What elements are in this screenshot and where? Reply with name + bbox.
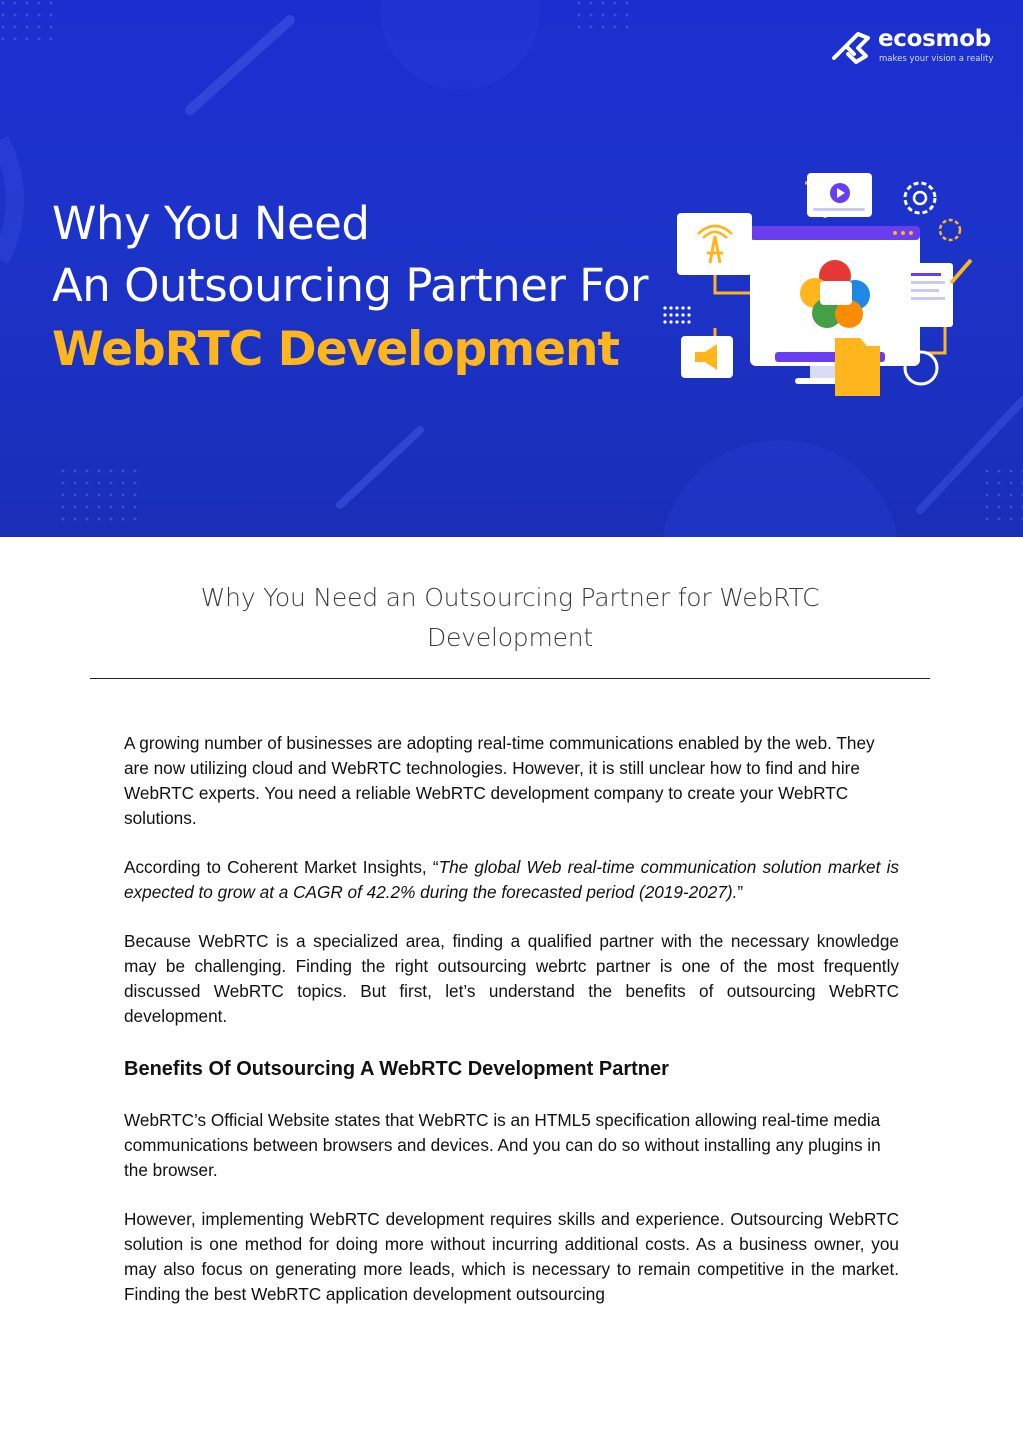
document-body (124, 731, 899, 1307)
gear-icon (905, 183, 935, 213)
quote-prefix: According to Coherent Market Insights, “ (124, 857, 439, 877)
document-title-line-2: Development (426, 623, 594, 652)
ecosmob-logo-icon (828, 28, 874, 68)
section-heading-benefits: Benefits Of Outsourcing A WebRTC Development Partner (124, 1058, 669, 1080)
quote-suffix: ” (737, 882, 744, 902)
banner-title-line-2: An Outsourcing Partner For (52, 259, 648, 312)
market-quote: The global Web real-time communication solution market is expected to grow at a CAGR of 42.2% during the forecasted period (2019-2027). (124, 857, 899, 902)
paragraph-intro: A growing number of businesses are adopting real-time communications enabled by the web. They are now utilizing cloud and WebRTC technologies. However, it is still unclear how to find and hire WebRTC experts. You need a reliable WebRTC development company to create your WebRTC solutions. (124, 733, 875, 828)
gear-icon-small (940, 220, 960, 240)
webrtc-illustration (655, 168, 985, 408)
title-divider (90, 678, 930, 679)
document-icon (903, 263, 953, 327)
brand-tagline: makes your vision a reality (879, 54, 994, 64)
folder-icon (835, 338, 880, 396)
paragraph-official-website: WebRTC’s Official Website states that WebRTC is an HTML5 specification allowing real-time media communications between browsers and devices. And you can do so without installing any plugins in the browser. (124, 1110, 881, 1180)
paragraph-implementation: However, implementing WebRTC development requires skills and experience. Outsourcing WebRTC solution is one method for doing more without incurring additional costs. As a business owner, you may also focus on generating more leads, which is necessary to remain competitive in the market. Finding the best WebRTC application development outsourcing (124, 1209, 899, 1304)
paragraph-market-quote (124, 855, 899, 905)
brand-name: ecosmob (878, 26, 991, 52)
banner-title-line-1: Why You Need (52, 197, 370, 250)
banner-title-line-3: WebRTC Development (52, 322, 619, 377)
ecosmob-logo (828, 26, 1003, 70)
hero-banner (0, 0, 1023, 537)
paragraph-specialized-area: Because WebRTC is a specialized area, finding a qualified partner with the necessary knowledge may be challenging. Finding the right outsourcing webrtc partner is one of the most frequently discussed WebRTC topics. But first, let’s understand the benefits of outsourcing WebRTC development. (124, 931, 899, 1026)
document-title (90, 578, 930, 658)
banner-title (52, 193, 648, 383)
document-title-line-1: Why You Need an Outsourcing Partner for WebRTC (200, 583, 820, 612)
